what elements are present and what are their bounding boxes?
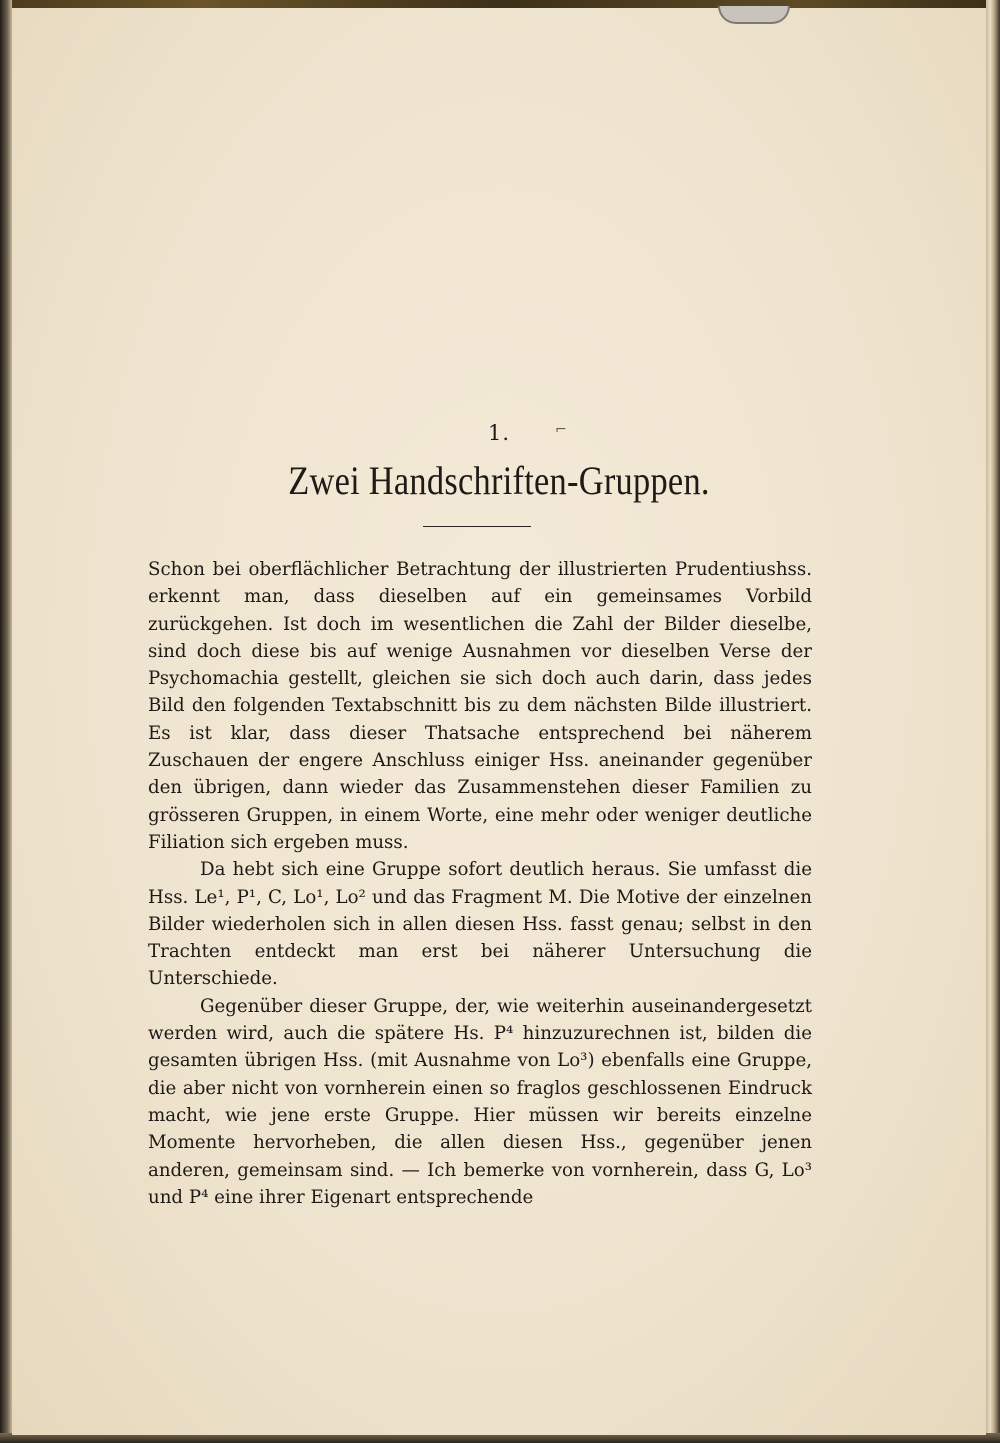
book-page (12, 8, 986, 1435)
chapter-number: 1. (487, 421, 511, 445)
chapter-title: Zwei Handschriften-Gruppen. (288, 458, 710, 503)
ink-mark: ⌐ (555, 422, 567, 438)
book-page-edges (986, 0, 1000, 1443)
book-gutter (0, 0, 12, 1443)
paragraph-3: Gegenüber dieser Gruppe, der, wie weiterhin auseinandergesetzt werden wird, auch die spätere Hs. P⁴ hinzuzurechnen ist, bilden die gesamten übrigen Hss. (mit Ausnahme von Lo³) ebenfalls eine Gruppe, die aber nicht von vornherein einen so fraglos geschlossenen Eindruck macht, wie jene erste Gruppe. Hier müssen wir bereits einzelne Momente hervorheben, die allen diesen Hss., gegenüber jenen anderen, gemeinsam sind. — Ich bemerke von vornherein, dass G, Lo³ und P⁴ eine ihrer Eigenart entsprechende (148, 995, 812, 1208)
body-text (148, 556, 812, 1211)
paragraph-1: Schon bei oberflächlicher Betrachtung der illustrierten Prudentiushss. erkennt man, dass dieselben auf ein gemeinsames Vorbild zurückgehen. Ist doch im wesentlichen die Zahl der Bilder dieselbe, sind doch diese bis auf wenige Ausnahmen vor dieselben Verse der Psychomachia gestellt, gleichen sie sich doch auch darin, dass jedes Bild den folgenden Textabschnitt bis zu dem nächsten Bilde illustriert. Es ist klar, dass dieser Thatsache entsprechend bei näherem Zuschauen der engere Anschluss einiger Hss. aneinander gegenüber den übrigen, dann wieder das Zusammenstehen dieser Familien zu grösseren Gruppen, in einem Worte, eine mehr oder weniger deutliche Filiation sich ergeben muss. (148, 559, 812, 853)
page-clip (718, 6, 790, 24)
title-divider (423, 526, 531, 527)
paragraph-2: Da hebt sich eine Gruppe sofort deutlich heraus. Sie umfasst die Hss. Le¹, P¹, C, Lo¹, Lo² und das Fragment M. Die Motive der einzelnen Bilder wiederholen sich in allen diesen Hss. fasst genau; selbst in den Trachten entdeckt man erst bei näherer Untersuchung die Unterschiede. (148, 859, 812, 990)
